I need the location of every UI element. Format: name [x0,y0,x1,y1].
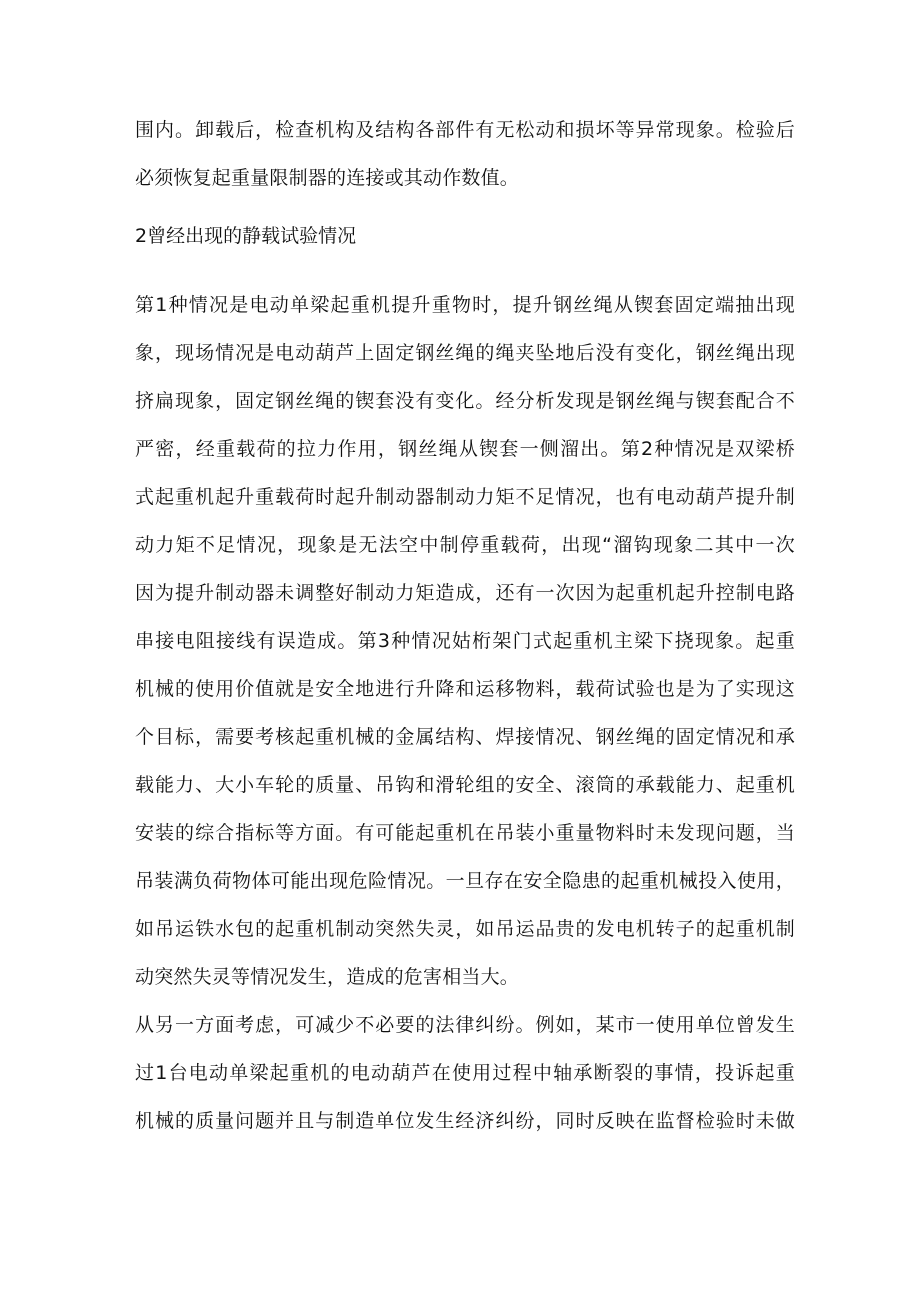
paragraph-2-line-14: 如吊运铁水包的起重机制动突然失灵，如吊运品贵的发电机转子的起重机制 [135,918,795,940]
paragraph-1-line-2: 必须恢复起重量限制器的连接或其动作数值。 [135,167,520,189]
paragraph-2-line-5: 式起重机起升重载荷时起升制动器制动力矩不足情况，也有电动葫芦提升制 [135,486,795,508]
paragraph-2-line-7: 因为提升制动器未调整好制动力矩造成，还有一次因为起重机起升控制电路 [135,582,795,604]
paragraph-3-line-2: 过1台电动单梁起重机的电动葫芦在使用过程中轴承断裂的事情，投诉起重 [135,1062,795,1084]
paragraph-2-line-4: 严密，经重载荷的拉力作用，钢丝绳从锲套一侧溜出。第2种情况是双梁桥 [135,438,795,460]
paragraph-2-line-1: 第1种情况是电动单梁起重机提升重物时，提升钢丝绳从锲套固定端抽出现 [135,294,795,316]
paragraph-2-line-12: 安装的综合指标等方面。有可能起重机在吊装小重量物料时未发现问题，当 [135,822,795,844]
paragraph-2-line-9: 机械的使用价值就是安全地进行升降和运移物料，载荷试验也是为了实现这 [135,678,795,700]
paragraph-2-line-11: 载能力、大小车轮的质量、吊钩和滑轮组的安全、滚筒的承载能力、起重机 [135,774,795,796]
section-heading: 2曾经出现的静载试验情况 [135,225,357,247]
paragraph-1-line-1: 围内。卸载后，检查机构及结构各部件有无松动和损坏等异常现象。检验后 [135,119,795,141]
paragraph-2-line-6: 动力矩不足情况，现象是无法空中制停重载荷，出现“溜钩现象二其中一次 [135,534,795,556]
paragraph-3-line-1: 从另一方面考虑，可减少不必要的法律纠纷。例如，某市一使用单位曾发生 [135,1014,795,1036]
paragraph-2-line-8: 串接电阻接线有误造成。第3种情况姑桁架门式起重机主梁下挠现象。起重 [135,630,795,652]
paragraph-2-line-15: 动突然失灵等情况发生，造成的危害相当大。 [135,966,520,988]
paragraph-3-line-3: 机械的质量问题并且与制造单位发生经济纠纷，同时反映在监督检验时未做 [135,1110,795,1132]
paragraph-2-line-10: 个目标，需要考核起重机械的金属结构、焊接情况、钢丝绳的固定情况和承 [135,726,795,748]
paragraph-2-line-3: 挤扁现象，固定钢丝绳的锲套没有变化。经分析发现是钢丝绳与锲套配合不 [135,390,795,412]
paragraph-2-line-2: 象，现场情况是电动葫芦上固定钢丝绳的绳夹坠地后没有变化，钢丝绳出现 [135,342,795,364]
paragraph-2-line-13: 吊装满负荷物体可能出现危险情况。一旦存在安全隐患的起重机械投入使用， [135,870,795,892]
